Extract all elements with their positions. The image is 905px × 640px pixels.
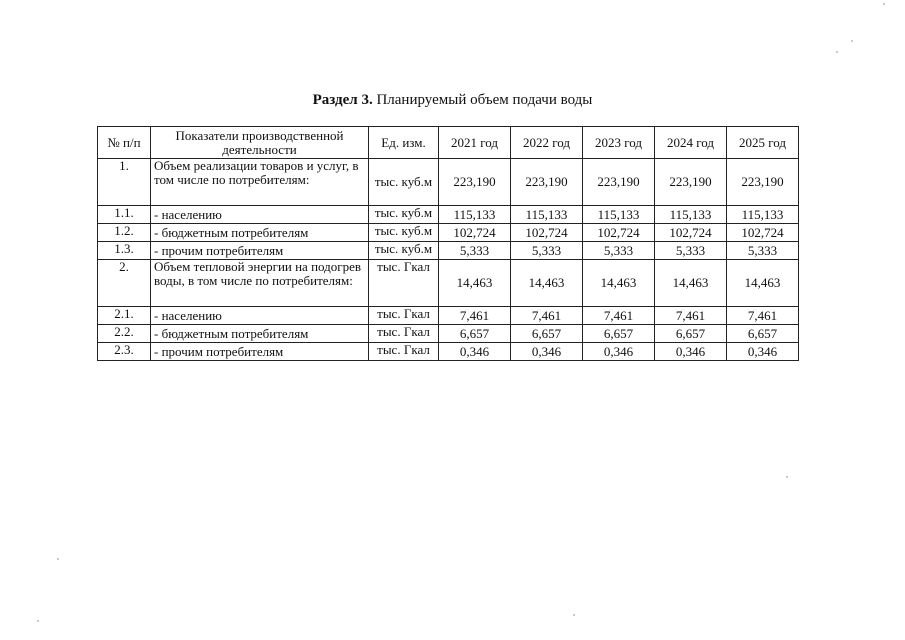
row-value: 7,461: [727, 307, 799, 325]
row-value: 6,657: [511, 325, 583, 343]
table-row: [98, 325, 799, 343]
scan-speck: [37, 620, 39, 622]
row-value: 5,333: [511, 242, 583, 260]
table-header-row: [98, 127, 799, 159]
row-unit: тыс. куб.м: [369, 159, 439, 206]
section-title: [0, 92, 905, 109]
header-no: № п/п: [98, 127, 151, 159]
row-value: 7,461: [511, 307, 583, 325]
scan-speck: [851, 40, 853, 42]
scan-speck: [57, 558, 59, 560]
row-value: 14,463: [511, 260, 583, 307]
header-year: 2021 год: [439, 127, 511, 159]
row-unit: тыс. Гкал: [369, 260, 439, 307]
row-value: 223,190: [439, 159, 511, 206]
row-number: 2.3.: [98, 343, 151, 361]
row-value: 102,724: [439, 224, 511, 242]
row-unit: тыс. куб.м: [369, 206, 439, 224]
row-indicator: - населению: [151, 307, 369, 325]
row-value: 14,463: [727, 260, 799, 307]
row-value: 5,333: [439, 242, 511, 260]
table-row: [98, 224, 799, 242]
row-value: 115,133: [439, 206, 511, 224]
header-year: 2024 год: [655, 127, 727, 159]
row-indicator: Объем реализации товаров и услуг, в том числе по потребителям:: [151, 159, 369, 206]
scan-speck: [786, 476, 788, 478]
row-unit: тыс. Гкал: [369, 307, 439, 325]
row-indicator: - бюджетным потребителям: [151, 325, 369, 343]
header-year: 2022 год: [511, 127, 583, 159]
row-value: 7,461: [439, 307, 511, 325]
row-unit: тыс. Гкал: [369, 343, 439, 361]
row-value: 115,133: [583, 206, 655, 224]
row-value: 0,346: [727, 343, 799, 361]
scan-speck: [883, 3, 885, 5]
row-value: 102,724: [583, 224, 655, 242]
row-number: 2.1.: [98, 307, 151, 325]
table-row: [98, 242, 799, 260]
section-heading: Планируемый объем подачи воды: [376, 92, 593, 108]
row-value: 6,657: [439, 325, 511, 343]
scan-speck: [836, 51, 838, 53]
table-row: [98, 260, 799, 307]
row-indicator: - прочим потребителям: [151, 242, 369, 260]
row-unit: тыс. куб.м: [369, 242, 439, 260]
row-number: 1.2.: [98, 224, 151, 242]
row-value: 0,346: [583, 343, 655, 361]
row-value: 115,133: [655, 206, 727, 224]
row-value: 7,461: [583, 307, 655, 325]
table-row: [98, 159, 799, 206]
row-value: 0,346: [439, 343, 511, 361]
row-number: 2.: [98, 260, 151, 307]
row-value: 14,463: [583, 260, 655, 307]
row-value: 115,133: [511, 206, 583, 224]
table-row: [98, 206, 799, 224]
row-unit: тыс. Гкал: [369, 325, 439, 343]
row-value: 223,190: [655, 159, 727, 206]
row-indicator: - бюджетным потребителям: [151, 224, 369, 242]
row-value: 223,190: [727, 159, 799, 206]
row-value: 5,333: [583, 242, 655, 260]
row-indicator: - прочим потребителям: [151, 343, 369, 361]
row-value: 6,657: [583, 325, 655, 343]
table-row: [98, 343, 799, 361]
row-value: 5,333: [655, 242, 727, 260]
row-value: 115,133: [727, 206, 799, 224]
header-year: 2025 год: [727, 127, 799, 159]
row-value: 6,657: [655, 325, 727, 343]
row-value: 0,346: [655, 343, 727, 361]
row-number: 1.1.: [98, 206, 151, 224]
row-value: 6,657: [727, 325, 799, 343]
row-value: 102,724: [727, 224, 799, 242]
header-indicator: Показатели производственной деятельности: [151, 127, 369, 159]
row-value: 14,463: [439, 260, 511, 307]
row-value: 5,333: [727, 242, 799, 260]
row-value: 223,190: [583, 159, 655, 206]
row-number: 1.3.: [98, 242, 151, 260]
row-unit: тыс. куб.м: [369, 224, 439, 242]
row-value: 102,724: [655, 224, 727, 242]
row-indicator: - населению: [151, 206, 369, 224]
row-number: 2.2.: [98, 325, 151, 343]
section-prefix: Раздел 3.: [312, 92, 373, 108]
row-indicator: Объем тепловой энергии на подогрев воды, в том числе по потребителям:: [151, 260, 369, 307]
header-year: 2023 год: [583, 127, 655, 159]
table-row: [98, 307, 799, 325]
row-number: 1.: [98, 159, 151, 206]
row-value: 14,463: [655, 260, 727, 307]
scan-speck: [573, 614, 575, 616]
row-value: 7,461: [655, 307, 727, 325]
header-unit: Ед. изм.: [369, 127, 439, 159]
row-value: 0,346: [511, 343, 583, 361]
supply-table: [97, 126, 799, 361]
row-value: 223,190: [511, 159, 583, 206]
row-value: 102,724: [511, 224, 583, 242]
